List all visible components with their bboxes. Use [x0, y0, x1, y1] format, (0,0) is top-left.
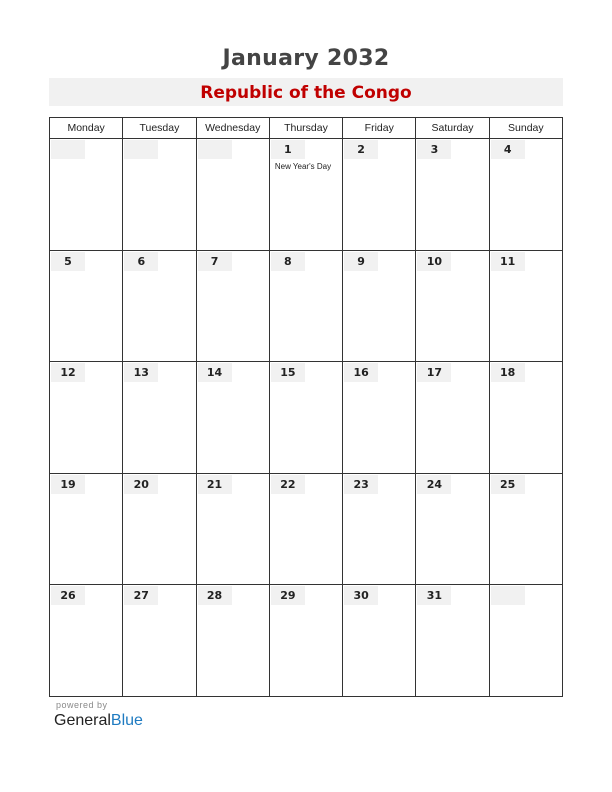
calendar-day-cell: [343, 585, 416, 697]
weekday-header: Tuesday: [123, 118, 196, 139]
day-number: 14: [198, 363, 232, 382]
page-title: January 2032: [222, 46, 390, 71]
day-number: 28: [198, 586, 232, 605]
day-number: [124, 140, 158, 159]
calendar-day-cell: [197, 251, 270, 363]
calendar-day-cell: [270, 474, 343, 586]
powered-by-label: powered by: [56, 700, 108, 710]
calendar-day-cell: [50, 585, 123, 697]
day-number: 4: [491, 140, 525, 159]
calendar-day-cell: [343, 251, 416, 363]
calendar-day-cell: [270, 139, 343, 251]
day-number: 13: [124, 363, 158, 382]
calendar-day-cell: [416, 362, 489, 474]
calendar-day-cell: [197, 139, 270, 251]
day-number: 19: [51, 475, 85, 494]
day-number: 3: [417, 140, 451, 159]
calendar-day-cell: [123, 139, 196, 251]
holiday-label: New Year's Day: [274, 162, 332, 171]
calendar-day-cell: [343, 139, 416, 251]
brand-logo[interactable]: [54, 712, 143, 730]
day-number: 26: [51, 586, 85, 605]
day-number: 22: [271, 475, 305, 494]
calendar-day-cell: [123, 585, 196, 697]
calendar-day-cell: [416, 474, 489, 586]
weekday-header: Monday: [50, 118, 123, 139]
calendar-day-cell: [490, 139, 563, 251]
calendar-day-cell: [50, 251, 123, 363]
calendar-day-cell: [490, 585, 563, 697]
calendar-grid: [49, 117, 563, 697]
calendar-day-cell: [490, 251, 563, 363]
day-number: 21: [198, 475, 232, 494]
day-number: [198, 140, 232, 159]
day-number: 17: [417, 363, 451, 382]
day-number: 18: [491, 363, 525, 382]
day-number: 9: [344, 252, 378, 271]
day-number: 11: [491, 252, 525, 271]
calendar-day-cell: [270, 362, 343, 474]
day-number: 5: [51, 252, 85, 271]
calendar-day-cell: [197, 362, 270, 474]
calendar-day-cell: [416, 139, 489, 251]
calendar-day-cell: [270, 251, 343, 363]
country-banner: [49, 78, 563, 106]
day-number: 12: [51, 363, 85, 382]
calendar-day-cell: [270, 585, 343, 697]
calendar-day-cell: [197, 474, 270, 586]
day-number: 10: [417, 252, 451, 271]
country-name: Republic of the Congo: [200, 83, 412, 103]
day-number: 8: [271, 252, 305, 271]
calendar-day-cell: [490, 474, 563, 586]
calendar-day-cell: [343, 474, 416, 586]
calendar-week-row: [50, 362, 563, 474]
calendar-day-cell: [50, 362, 123, 474]
day-number: 25: [491, 475, 525, 494]
day-number: 27: [124, 586, 158, 605]
weekday-header-row: [50, 118, 563, 139]
day-number: 15: [271, 363, 305, 382]
weekday-header: Wednesday: [197, 118, 270, 139]
day-number: 29: [271, 586, 305, 605]
day-number: 31: [417, 586, 451, 605]
calendar-day-cell: [123, 474, 196, 586]
calendar-day-cell: [416, 251, 489, 363]
calendar-day-cell: [343, 362, 416, 474]
day-number: 2: [344, 140, 378, 159]
brand-logo-part1: General: [54, 712, 111, 729]
calendar-day-cell: [416, 585, 489, 697]
day-number: 24: [417, 475, 451, 494]
calendar-weeks: [50, 139, 563, 697]
weekday-header: Saturday: [416, 118, 489, 139]
day-number: 16: [344, 363, 378, 382]
day-number: [51, 140, 85, 159]
calendar-day-cell: [123, 362, 196, 474]
calendar-day-cell: [123, 251, 196, 363]
calendar-week-row: [50, 251, 563, 363]
day-number: 30: [344, 586, 378, 605]
weekday-header: Sunday: [490, 118, 563, 139]
calendar-day-cell: [50, 474, 123, 586]
brand-logo-part2: Blue: [110, 712, 143, 729]
day-number: 20: [124, 475, 158, 494]
weekday-header: Friday: [343, 118, 416, 139]
weekday-header: Thursday: [270, 118, 343, 139]
day-number: [491, 586, 525, 605]
day-number: 1: [271, 140, 305, 159]
calendar-week-row: [50, 585, 563, 697]
calendar-day-cell: [197, 585, 270, 697]
calendar-day-cell: [50, 139, 123, 251]
day-number: 23: [344, 475, 378, 494]
calendar-week-row: [50, 139, 563, 251]
calendar-day-cell: [490, 362, 563, 474]
day-number: 7: [198, 252, 232, 271]
day-number: 6: [124, 252, 158, 271]
calendar-week-row: [50, 474, 563, 586]
